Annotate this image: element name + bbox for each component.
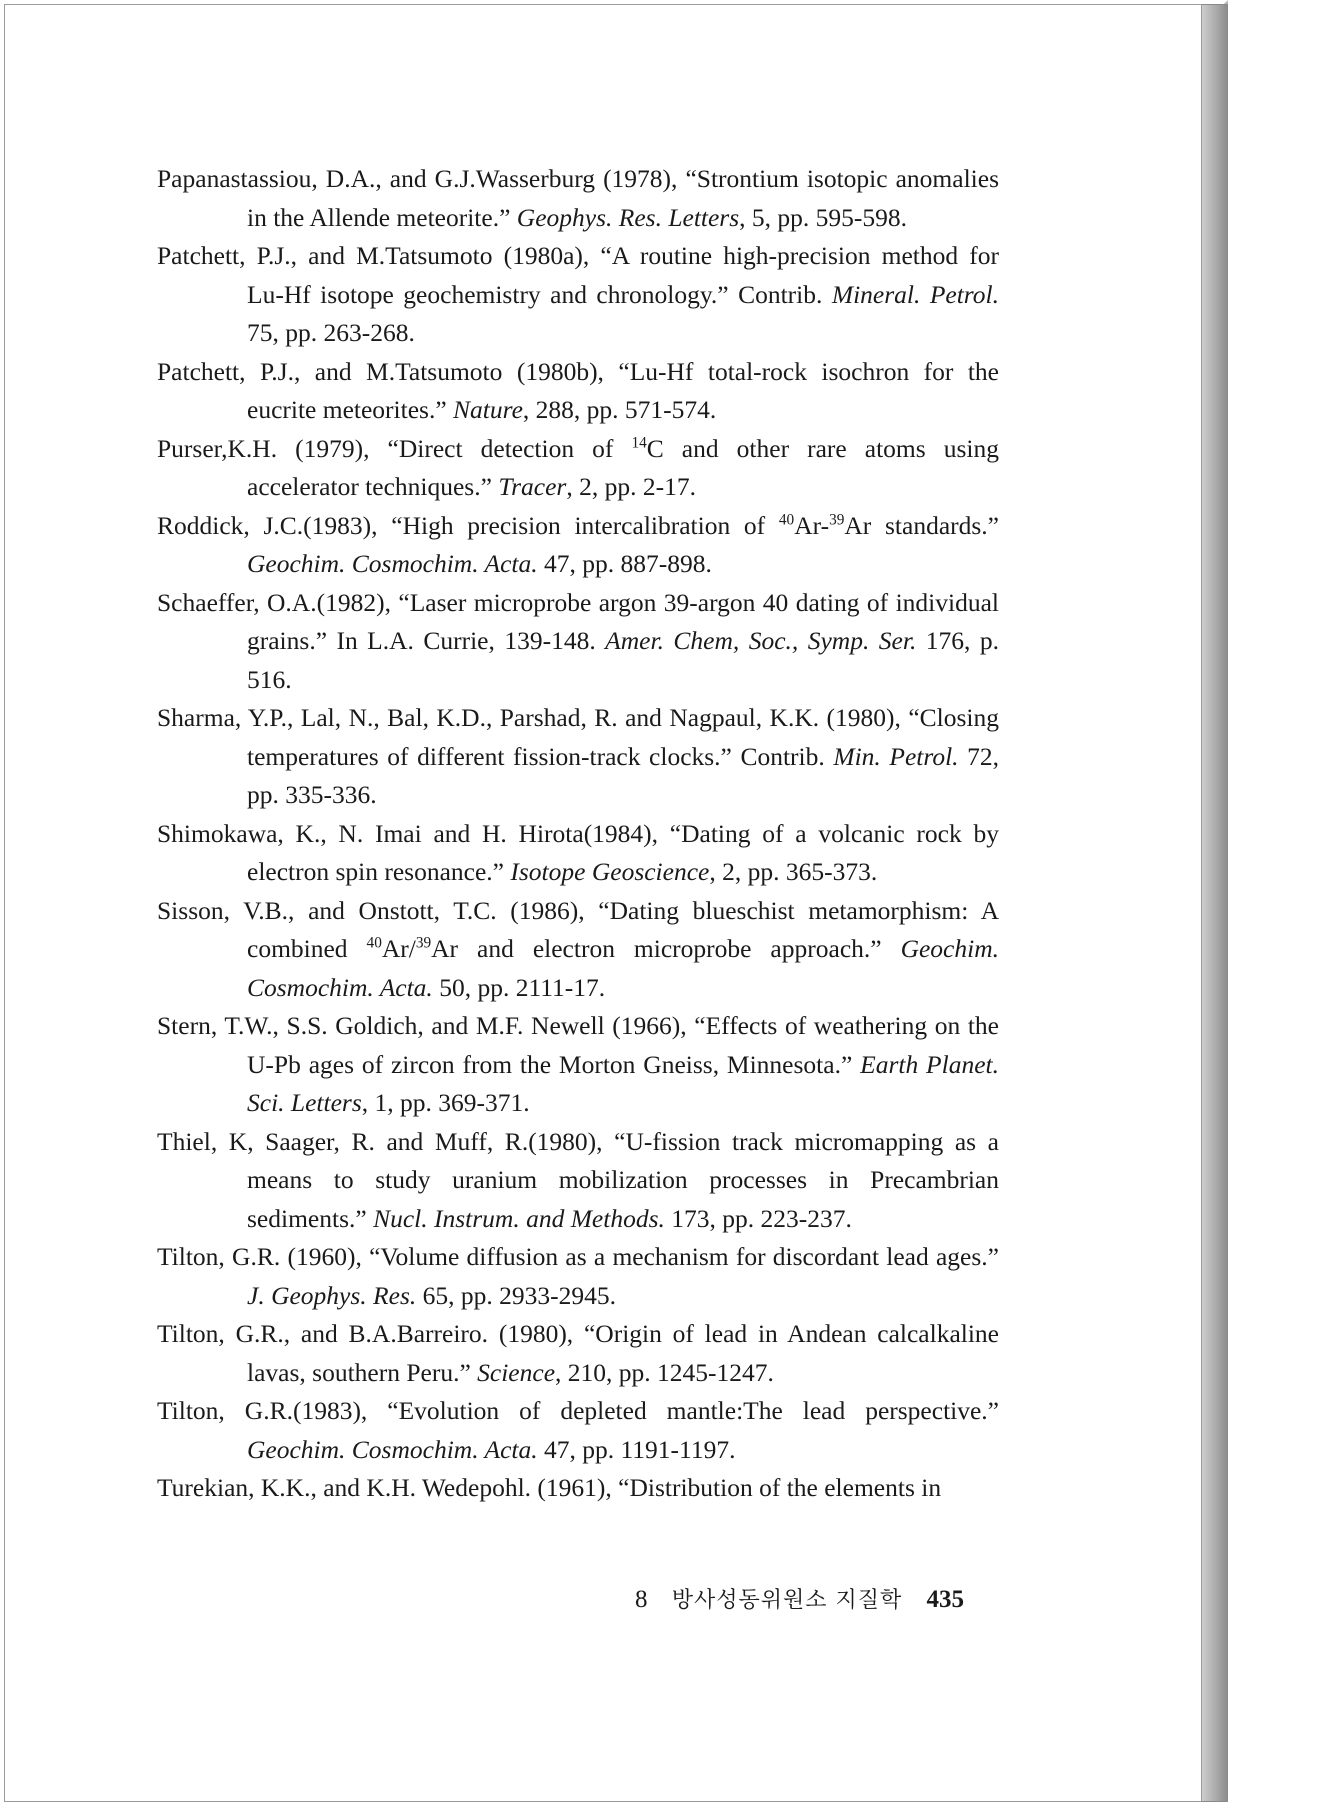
isotope-mass-number: 14 [631, 434, 647, 451]
isotope-mass-number: 39 [415, 934, 432, 952]
reference-text: 173, pp. 223-237. [664, 1203, 852, 1233]
reference-text: 72, pp. 335-336. [247, 741, 1000, 809]
reference-text: Ar and electron microprobe approach.” [431, 934, 901, 963]
reference-text: Thiel, K, Saager, R. and Muff, R.(1980), “U-fission track micromapping as a means to study uranium mobilization processes in Precambrian sediments.” [157, 1126, 999, 1233]
reference-entry [157, 507, 999, 584]
reference-text: C and other rare atoms using accelerator techniques.” [247, 433, 999, 501]
page-number: 435 [926, 1586, 965, 1613]
reference-entry [157, 237, 999, 353]
reference-entry [157, 1007, 999, 1123]
reference-source: Amer. Chem, Soc., Symp. Ser. [605, 626, 917, 655]
reference-text: Sharma, Y.P., Lal, N., Bal, K.D., Parshad, R. and Nagpaul, K.K. (1980), “Closing temperatures of different fission-track clocks.” Contrib. [157, 703, 999, 771]
reference-text: Ar standards.” [844, 510, 999, 540]
reference-text: 176, p. 516. [247, 626, 999, 694]
reference-source: Nature [453, 395, 523, 424]
reference-text: , 1, pp. 369-371. [361, 1088, 530, 1117]
reference-text: 65, pp. 2933-2945. [416, 1280, 616, 1310]
reference-text: Stern, T.W., S.S. Goldich, and M.F. Newell (1966), “Effects of weathering on the U-Pb ages of zircon from the Morton Gneiss, Minnesota.” [157, 1011, 999, 1079]
reference-text: Patchett, P.J., and M.Tatsumoto (1980a), “A routine high-precision method for Lu-Hf isotope geochemistry and chronology.” Contrib. [157, 241, 999, 309]
document-page [4, 4, 1202, 1802]
reference-entry [157, 160, 999, 237]
reference-source: Isotope Geoscience [510, 857, 710, 886]
chapter-title: 방사성동위원소 지질학 [671, 1588, 903, 1613]
reference-text: Tilton, G.R.(1983), “Evolution of depleted mantle:The lead perspective.” [157, 1396, 999, 1425]
isotope-mass-number: 40 [778, 511, 795, 528]
page-footer [635, 1583, 964, 1614]
reference-entry [157, 1238, 999, 1315]
reference-text: , 2, pp. 2-17. [566, 472, 696, 501]
reference-text: Papanastassiou, D.A., and G.J.Wasserburg (1978), “Strontium isotopic anomalies in the Allende meteorite.” [157, 164, 999, 232]
reference-entry [157, 584, 999, 700]
reference-list [157, 160, 999, 1508]
reference-entry [157, 699, 999, 815]
reference-source: Geochim. Cosmochim. Acta. [247, 934, 999, 1002]
reference-text: Roddick, J.C.(1983), “High precision intercalibration of [157, 510, 779, 540]
reference-entry [157, 1315, 999, 1392]
isotope-mass-number: 39 [829, 511, 845, 528]
reference-source: Min. Petrol. [833, 741, 959, 771]
reference-text: , 2, pp. 365-373. [709, 857, 878, 886]
reference-source: J. Geophys. Res. [247, 1280, 417, 1310]
reference-source: Tracer [498, 472, 567, 501]
reference-text: Tilton, G.R., and B.A.Barreiro. (1980), “Origin of lead in Andean calcalkaline lavas, southern Peru.” [157, 1319, 999, 1387]
reference-text: 47, pp. 1191-1197. [537, 1434, 736, 1464]
chapter-number: 8 [635, 1586, 648, 1613]
reference-text: , 5, pp. 595-598. [739, 202, 908, 232]
reference-text: Turekian, K.K., and K.H. Wedepohl. (1961), “Distribution of the elements in [157, 1473, 942, 1502]
reference-text: Ar- [794, 510, 830, 540]
reference-source: Mineral. Petrol. [831, 279, 999, 309]
reference-text: 75, pp. 263-268. [247, 318, 415, 347]
reference-entry [157, 353, 999, 430]
reference-text: Purser,K.H. (1979), “Direct detection of [157, 433, 632, 463]
reference-text: Patchett, P.J., and M.Tatsumoto (1980b), “Lu-Hf total-rock isochron for the eucrite meteorites.” [157, 356, 999, 424]
isotope-mass-number: 40 [366, 934, 382, 952]
reference-source: Geochim. Cosmochim. Acta. [247, 1434, 538, 1464]
reference-text: 50, pp. 2111-17. [432, 972, 606, 1002]
reference-source: Geophys. Res. Letters [516, 202, 740, 232]
reference-text: 47, pp. 887-898. [537, 549, 712, 578]
page-stack-edge [1200, 4, 1228, 1802]
reference-text: , 210, pp. 1245-1247. [555, 1357, 774, 1387]
reference-text: Schaeffer, O.A.(1982), “Laser microprobe argon 39-argon 40 dating of individual grains.” In L.A. Currie, 139-148. [157, 587, 999, 655]
reference-text: Sisson, V.B., and Onstott, T.C. (1986), “Dating blueschist metamorphism: A combined [157, 895, 999, 963]
reference-entry [157, 815, 999, 892]
reference-text: Shimokawa, K., N. Imai and H. Hirota(1984), “Dating of a volcanic rock by electron spin resonance.” [157, 818, 999, 886]
reference-entry [157, 430, 999, 507]
reference-text: , 288, pp. 571-574. [522, 395, 717, 424]
reference-entry [157, 1392, 999, 1469]
reference-entry [157, 1123, 999, 1239]
reference-text: Tilton, G.R. (1960), “Volume diffusion as a mechanism for discordant lead ages.” [157, 1242, 999, 1271]
reference-entry [157, 892, 999, 1008]
reference-text: Ar/ [381, 934, 416, 963]
reference-entry [157, 1469, 999, 1508]
reference-source: Nucl. Instrum. and Methods. [373, 1203, 665, 1233]
reference-source: Geochim. Cosmochim. Acta. [247, 549, 538, 578]
reference-source: Science [477, 1357, 556, 1387]
reference-source: Earth Planet. Sci. Letters [247, 1049, 999, 1117]
